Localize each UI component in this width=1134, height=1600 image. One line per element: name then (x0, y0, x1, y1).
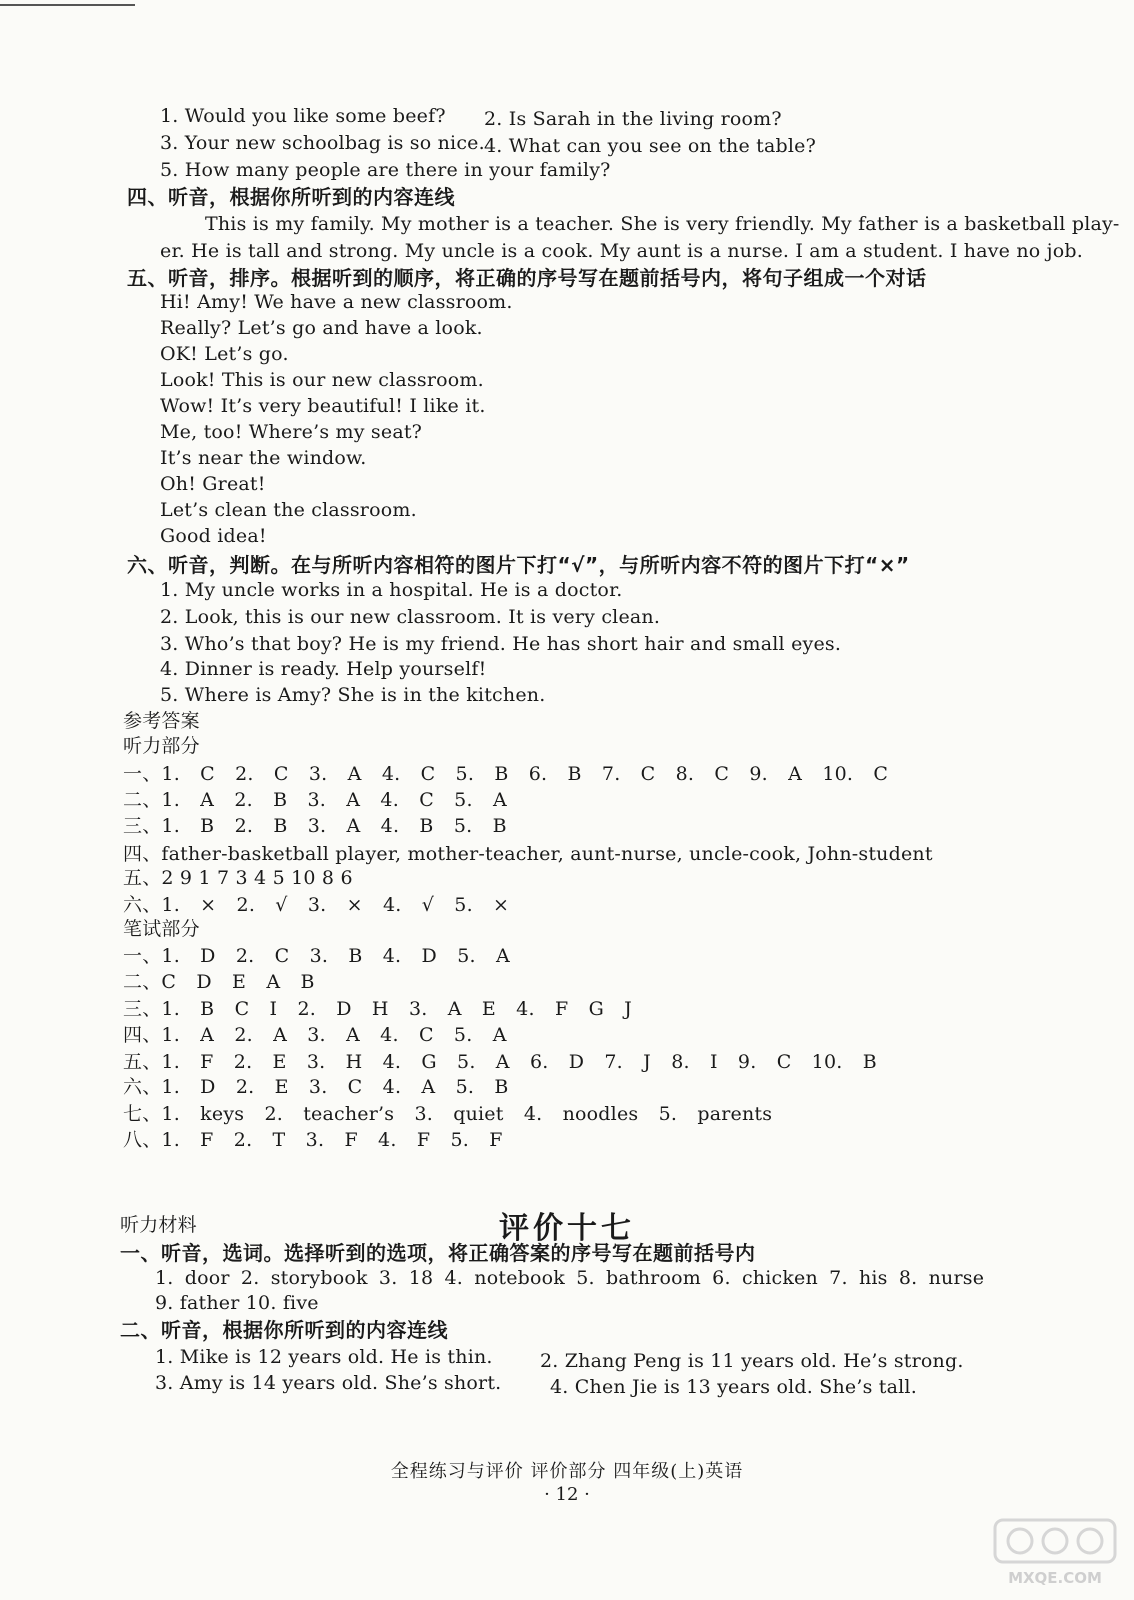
match-item: 1. Mike is 12 years old. He is thin. (155, 1346, 493, 1368)
section-4-line: er. He is tall and strong. My uncle is a cook. My aunt is a nurse. I am a student. I have no job. (160, 240, 1084, 262)
materials-label: 听力材料 (120, 1214, 197, 1236)
word-list: 9. father 10. five (155, 1292, 319, 1314)
section-6-line: 4. Dinner is ready. Help yourself! (160, 658, 487, 680)
match-item: 3. Amy is 14 years old. She’s short. (155, 1372, 502, 1394)
dialog-line: Let’s clean the classroom. (160, 499, 417, 521)
answers-heading: 参考答案 (123, 710, 200, 732)
question-3: 3. Your new schoolbag is so nice. (160, 132, 485, 154)
section-6-line: 5. Where is Amy? She is in the kitchen. (160, 684, 546, 706)
dialog-line: It’s near the window. (160, 447, 367, 469)
answer-row: 一、1. D 2. C 3. B 4. D 5. A (123, 945, 510, 967)
dialog-line: OK! Let’s go. (160, 343, 289, 365)
question-1: 1. Would you like some beef? (160, 105, 446, 127)
answer-row: 二、1. A 2. B 3. A 4. C 5. A (123, 789, 507, 811)
section-4-heading: 四、听音，根据你所听到的内容连线 (127, 185, 455, 209)
dialog-line: Me, too! Where’s my seat? (160, 421, 423, 443)
answer-row: 六、1. × 2. √ 3. × 4. √ 5. × (123, 894, 510, 916)
dialog-line: Good idea! (160, 525, 267, 547)
match-item: 2. Zhang Peng is 11 years old. He’s strong. (540, 1350, 964, 1372)
watermark-text: MXQE.COM (1008, 1569, 1102, 1587)
answer-seal-icon (990, 1515, 1120, 1590)
section-4-line: This is my family. My mother is a teacher. She is very friendly. My father is a basketball play- (205, 213, 1120, 235)
written-label: 笔试部分 (123, 918, 200, 940)
watermark (990, 1515, 1120, 1590)
answer-row: 二、C D E A B (123, 971, 315, 993)
dialog-line: Look! This is our new classroom. (160, 369, 484, 391)
section-6-line: 2. Look, this is our new classroom. It is very clean. (160, 606, 661, 628)
page-footer: 全程练习与评价 评价部分 四年级(上)英语 (390, 1461, 744, 1482)
answer-row: 五、2 9 1 7 3 4 5 10 8 6 (123, 867, 353, 889)
word-list: 1. door 2. storybook 3. 18 4. notebook 5. bathroom 6. chicken 7. his 8. nurse (155, 1267, 985, 1289)
section-5-heading: 五、听音，排序。根据听到的顺序，将正确的序号写在题前括号内，将句子组成一个对话 (127, 266, 927, 290)
answer-row: 八、1. F 2. T 3. F 4. F 5. F (123, 1129, 503, 1151)
eval-section-2-heading: 二、听音，根据你所听到的内容连线 (120, 1318, 448, 1342)
match-item: 4. Chen Jie is 13 years old. She’s tall. (550, 1376, 917, 1398)
eval-section-1-heading: 一、听音，选词。选择听到的选项，将正确答案的序号写在题前括号内 (120, 1241, 756, 1265)
page-number: · 12 · (544, 1484, 590, 1505)
answer-row: 四、1. A 2. A 3. A 4. C 5. A (123, 1024, 507, 1046)
question-5: 5. How many people are there in your family? (160, 159, 611, 181)
listening-label: 听力部分 (123, 735, 200, 757)
dialog-line: Oh! Great! (160, 473, 266, 495)
dialog-line: Hi! Amy! We have a new classroom. (160, 291, 513, 313)
section-6-line: 3. Who’s that boy? He is my friend. He has short hair and small eyes. (160, 633, 842, 655)
section-title: 评价十七 (499, 1211, 635, 1246)
dialog-line: Really? Let’s go and have a look. (160, 317, 483, 339)
answer-row: 三、1. B 2. B 3. A 4. B 5. B (123, 815, 507, 837)
dialog-line: Wow! It’s very beautiful! I like it. (160, 395, 486, 417)
question-2: 2. Is Sarah in the living room? (484, 108, 782, 130)
answer-row: 七、1. keys 2. teacher’s 3. quiet 4. noodles 5. parents (123, 1103, 773, 1125)
answer-row: 三、1. B C I 2. D H 3. A E 4. F G J (123, 998, 633, 1020)
question-4: 4. What can you see on the table? (484, 135, 817, 157)
section-6-heading: 六、听音，判断。在与所听内容相符的图片下打“√”，与所听内容不符的图片下打“×” (127, 553, 910, 577)
answer-row: 一、1. C 2. C 3. A 4. C 5. B 6. B 7. C 8. C 9. A 10. C (123, 763, 889, 785)
answer-row: 五、1. F 2. E 3. H 4. G 5. A 6. D 7. J 8. I 9. C 10. B (123, 1051, 877, 1073)
section-6-line: 1. My uncle works in a hospital. He is a doctor. (160, 579, 623, 601)
answer-row: 四、father-basketball player, mother-teacher, aunt-nurse, uncle-cook, John-student (123, 843, 933, 865)
answer-row: 六、1. D 2. E 3. C 4. A 5. B (123, 1076, 509, 1098)
